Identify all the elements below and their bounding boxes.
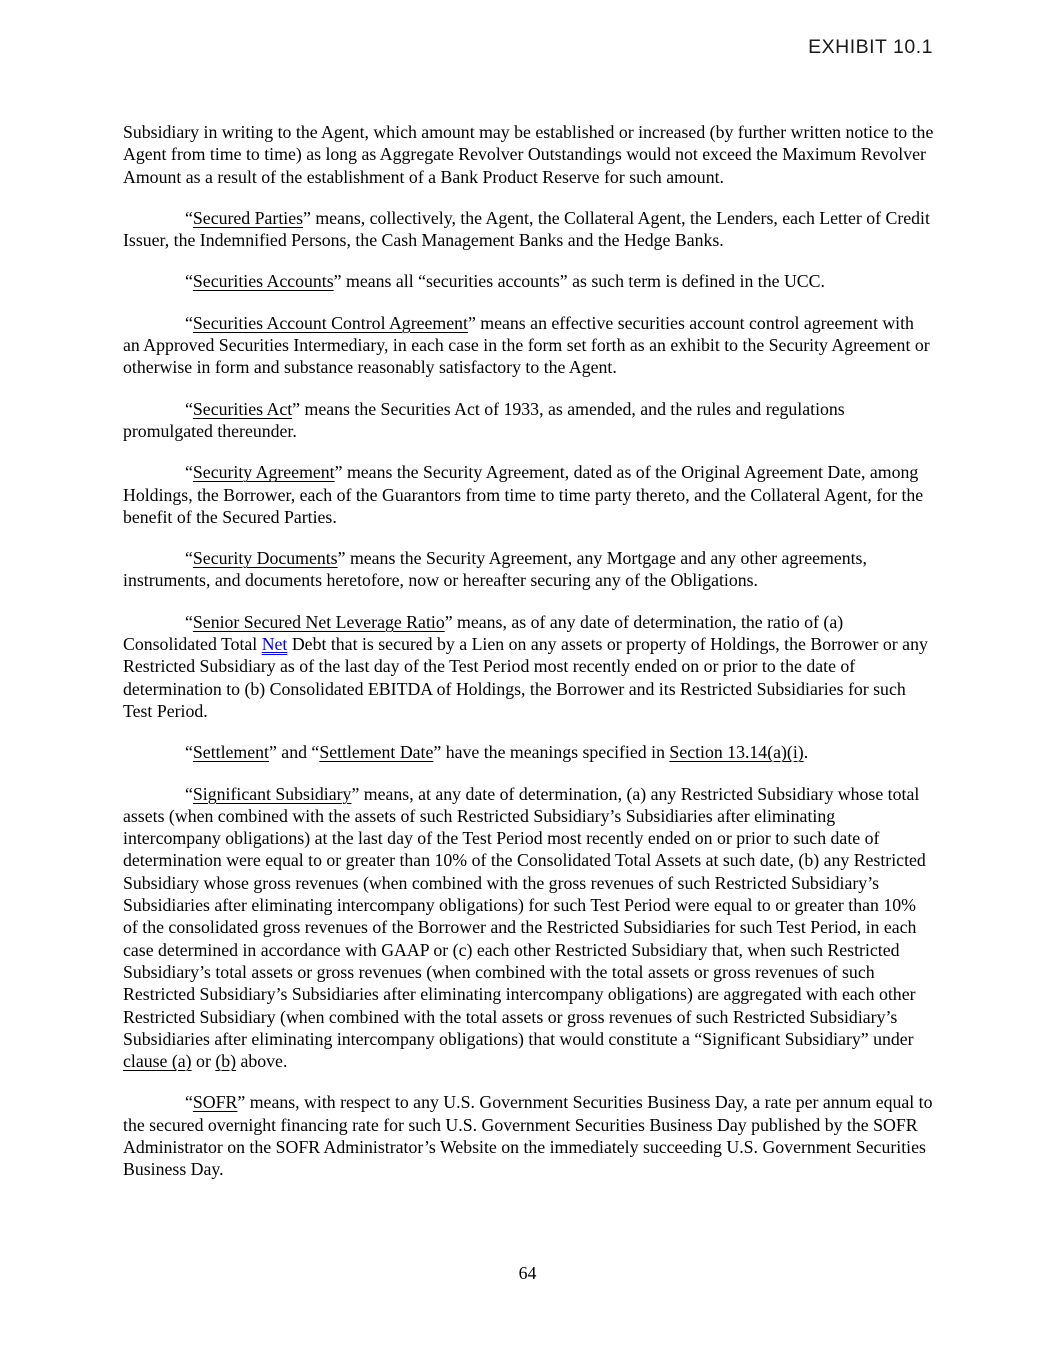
paragraph <box>123 1091 935 1180</box>
open-quote: “ <box>185 548 193 569</box>
cross-reference: clause (a) <box>123 1051 192 1072</box>
paragraph <box>123 312 935 379</box>
defined-term: Securities Act <box>192 398 293 419</box>
defined-term: Settlement Date <box>319 742 434 763</box>
defined-term: Securities Accounts <box>192 271 334 292</box>
open-quote: “ <box>185 207 193 228</box>
body-text: ” means all “securities accounts” as such term is defined in the UCC. <box>333 271 825 292</box>
cross-reference: Section 13.14(a)(i) <box>669 742 804 763</box>
body-text: ” means, as of any date of determination, the ratio of (a) Consolidated Total <box>123 611 844 655</box>
open-quote: “ <box>185 312 193 333</box>
defined-term: Secured Parties <box>192 207 304 228</box>
defined-term: Senior Secured Net Leverage Ratio <box>192 611 445 632</box>
open-quote: “ <box>185 611 193 632</box>
exhibit-header: EXHIBIT 10.1 <box>808 36 933 58</box>
body-text: ” have the meanings specified in <box>433 742 670 763</box>
body-text: Subsidiary in writing to the Agent, which amount may be established or increased (by further written notice to the Agent from time to time) as long as Aggregate Revolver Outstandings would not exceed the Maximum Revolver Amount as a result of the establishment of a Bank Product Reserve for such amount. <box>123 122 934 187</box>
defined-term: Significant Subsidiary <box>192 783 352 804</box>
open-quote: “ <box>185 398 193 419</box>
paragraph <box>123 398 935 443</box>
document-body <box>123 121 935 1181</box>
body-text: ” means the Securities Act of 1933, as amended, and the rules and regulations promulgated thereunder. <box>123 398 845 441</box>
body-text: . <box>803 742 809 763</box>
defined-term: Security Documents <box>192 548 338 569</box>
body-text: ” means the Security Agreement, any Mortgage and any other agreements, instruments, and documents heretofore, now or hereafter securing any of the Obligations. <box>123 548 867 591</box>
cross-reference: (b) <box>215 1051 237 1072</box>
paragraph <box>123 741 935 763</box>
body-text: above. <box>236 1051 288 1072</box>
paragraph <box>123 461 935 528</box>
open-quote: “ <box>185 1092 193 1113</box>
body-text: ” means the Security Agreement, dated as of the Original Agreement Date, among Holdings, the Borrower, each of the Guarantors from time to time party thereto, and the Collateral Agent, for the benefit of the Secured Parties. <box>123 462 924 527</box>
body-text: or <box>191 1051 216 1072</box>
open-quote: “ <box>185 742 193 763</box>
open-quote: “ <box>185 783 193 804</box>
paragraph <box>123 783 935 1073</box>
body-text: Debt that is secured by a Lien on any assets or property of Holdings, the Borrower or any Restricted Subsidiary as of the last day of the Test Period most recently ended on or prior to the date of determination to (b) Consolidated EBITDA of Holdings, the Borrower and its Restricted Subsidiaries for such Test Period. <box>123 634 928 721</box>
body-text: ” means an effective securities account control agreement with an Approved Securities Intermediary, in each case in the form set forth as an exhibit to the Security Agreement or otherwise in form and substance reasonably satisfactory to the Agent. <box>123 312 930 378</box>
paragraph <box>123 270 935 292</box>
paragraph <box>123 121 935 188</box>
body-text: ” means, collectively, the Agent, the Collateral Agent, the Lenders, each Letter of Credit Issuer, the Indemnified Persons, the Cash Management Banks and the Hedge Banks. <box>123 207 930 251</box>
inserted-text: Net <box>261 634 288 655</box>
body-text: ” means, at any date of determination, (a) any Restricted Subsidiary whose total assets (when combined with the assets of such Restricted Subsidiary’s Subsidiaries after eliminating intercompany obligations) at the last day of the Test Period most recently ended on or prior to such date of determination were equal to or greater than 10% of the Consolidated Total Assets at such date, (b) any Restricted Subsidiary whose gross revenues (when combined with the gross revenues of such Restricted Subsidiary’s Subsidiaries after eliminating intercompany obligations) for such Test Period were equal to or greater than 10% of the consolidated gross revenues of the Borrower and the Restricted Subsidiaries for such Test Period, in each case determined in accordance with GAAP or (c) each other Restricted Subsidiary that, when such Restricted Subsidiary’s total assets or gross revenues (when combined with the total assets or gross revenues of such Restricted Subsidiary’s Subsidiaries after eliminating intercompany obligations) are aggregated with each other Restricted Subsidiary (when combined with the total assets or gross revenues of such Restricted Subsidiary’s Subsidiaries after eliminating intercompany obligations) that would constitute a “Significant Subsidiary” under <box>123 783 926 1049</box>
defined-term: Security Agreement <box>192 462 335 483</box>
open-quote: “ <box>185 462 193 483</box>
body-text: ” means, with respect to any U.S. Government Securities Business Day, a rate per annum equal to the secured overnight financing rate for such U.S. Government Securities Business Day published by the SOFR Administrator on the SOFR Administrator’s Website on the immediately succeeding U.S. Government Securities Business Day. <box>123 1092 933 1180</box>
defined-term: Securities Account Control Agreement <box>192 312 468 333</box>
defined-term: Settlement <box>192 742 269 763</box>
paragraph <box>123 611 935 722</box>
paragraph <box>123 207 935 252</box>
paragraph <box>123 547 935 592</box>
body-text: ” and “ <box>268 742 320 763</box>
page-number: 64 <box>518 1263 537 1283</box>
open-quote: “ <box>185 271 193 292</box>
defined-term: SOFR <box>192 1092 238 1113</box>
